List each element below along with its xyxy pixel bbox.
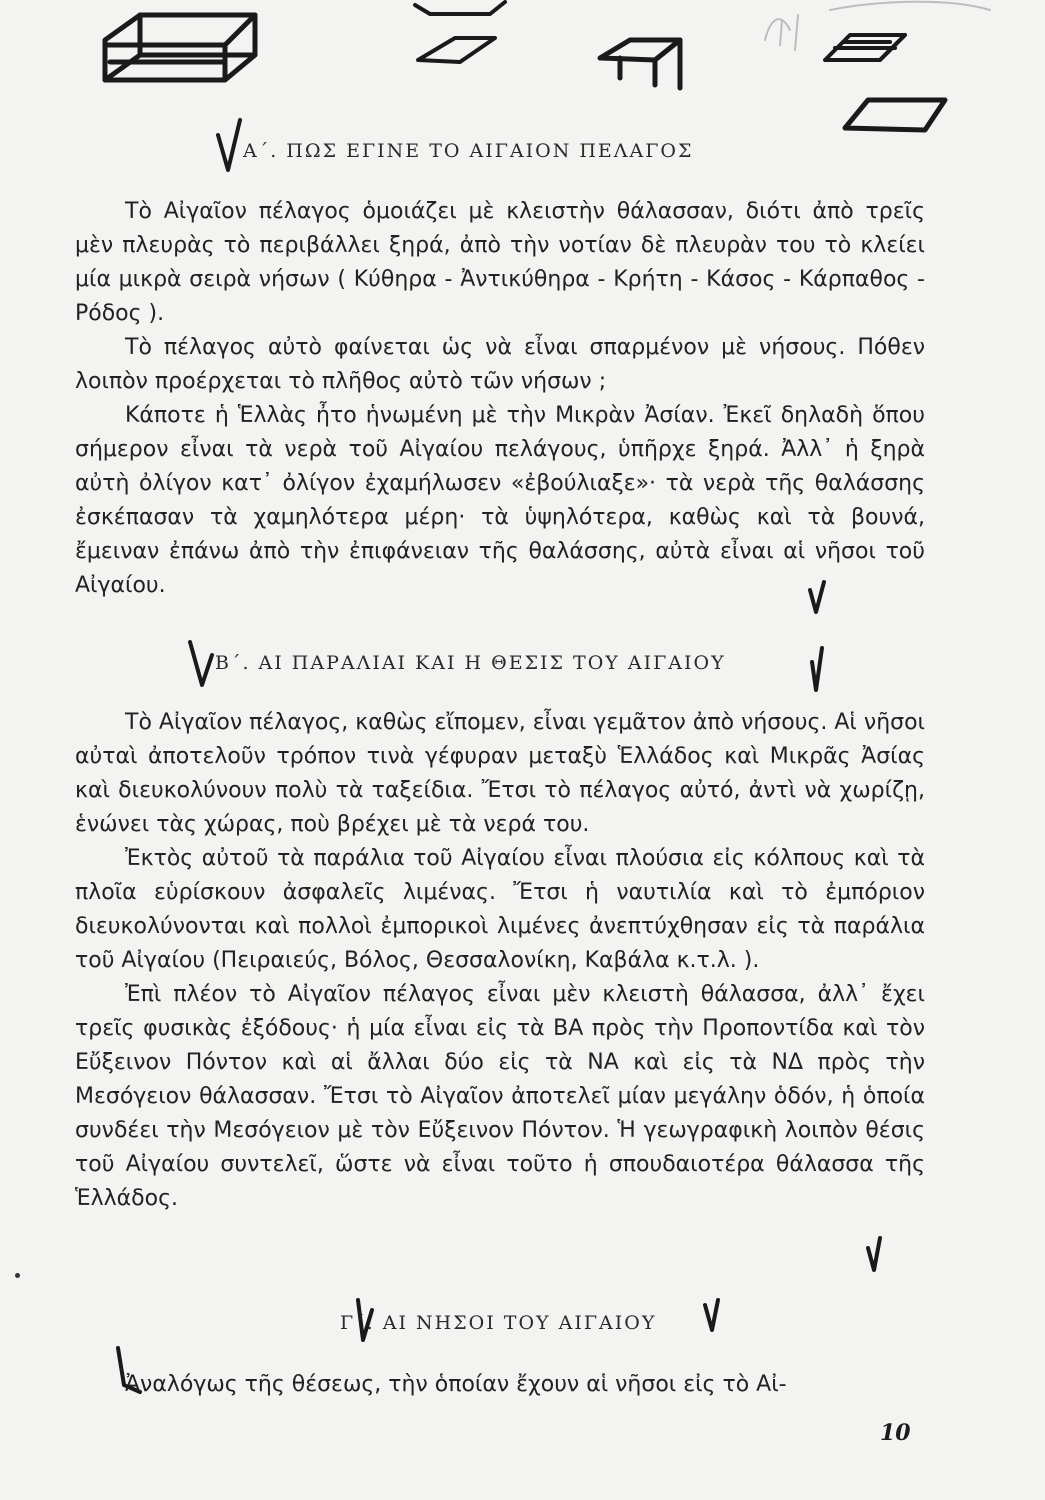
section-a-heading: Α΄. ΠΩΣ ΕΓΙΝΕ ΤΟ ΑΙΓΑΙΟΝ ΠΕΛΑΓΟΣ	[243, 140, 694, 162]
section-b-body	[75, 706, 925, 1216]
section-a-paragraph-3: Κάποτε ἡ Ἑλλὰς ἦτο ἡνωμένη μὲ τὴν Μικρὰν Ἀσίαν. Ἐκεῖ δηλαδὴ ὅπου σήμερον εἶναι τὰ νερὰ τοῦ Αἰγαίου πελάγους, ὑπῆρχε ξηρά. Ἀλλ᾽ ἡ ξηρὰ αὐτὴ ὀλίγον κατ᾽ ὀλίγον ἐχαμήλωσεν «ἐβούλιαξε»· τὰ νερὰ τῆς θαλάσσης ἐσκέπασαν τὰ χαμηλότερα μέρη· τὰ ὑψηλότερα, καθὼς καὶ τὰ βουνά, ἔμειναν ἐπάνω ἀπὸ τὴν ἐπιφάνειαν τῆς θαλάσσης, αὐτὰ εἶναι αἱ νῆσοι τοῦ Αἰγαίου.	[75, 403, 925, 598]
check-mark-b-final	[868, 1238, 880, 1270]
section-c-body	[75, 1368, 925, 1402]
section-a-body	[75, 195, 925, 603]
check-mark-b-end	[812, 648, 822, 690]
section-c-paragraph-1: Ἀναλόγως τῆς θέσεως, τὴν ὁποίαν ἔχουν αἱ νῆσοι εἰς τὸ Αἰ-	[125, 1372, 787, 1397]
section-b-heading: Β΄. ΑΙ ΠΑΡΑΛΙΑΙ ΚΑΙ Η ΘΕΣΙΣ ΤΟΥ ΑΙΓΑΙΟΥ	[215, 652, 726, 674]
stacked-sketch	[825, 35, 905, 60]
section-c-heading: Γ΄. ΑΙ ΝΗΣΟΙ ΤΟΥ ΑΙΓΑΙΟΥ	[340, 1312, 657, 1334]
rectangle-sketch	[845, 100, 945, 130]
box-sketch	[105, 15, 255, 80]
page-number: 10	[880, 1420, 911, 1446]
section-b-paragraph-1: Τὸ Αἰγαῖον πέλαγος, καθὼς εἴπομεν, εἶναι γεμᾶτον ἀπὸ νήσους. Αἱ νῆσοι αὐταὶ ἀποτελοῦν τρόπον τινὰ γέφυραν μεταξὺ Ἑλλάδος καὶ Μικρᾶς Ἀσίας καὶ διευκολύνουν πολὺ τὰ ταξείδια. Ἔτσι τὸ πέλαγος αὐτό, ἀντὶ νὰ χωρίζῃ, ἑνώνει τὰς χώρας, ποὺ βρέχει μὲ τὰ νερά του.	[75, 710, 925, 837]
section-b-paragraph-3: Ἐπὶ πλέον τὸ Αἰγαῖον πέλαγος εἶναι μὲν κλειστὴ θάλασσα, ἀλλ᾽ ἔχει τρεῖς φυσικὰς ἐξόδους· ἡ μία εἶναι εἰς τὰ ΒΑ πρὸς τὴν Προποντίδα καὶ τὸν Εὔξεινον Πόντον καὶ αἱ ἄλλαι δύο εἰς τὰ ΝΑ καὶ εἰς τὰ ΝΔ πρὸς τὴν Μεσόγειον θάλασσαν. Ἔτσι τὸ Αἰγαῖον ἀποτελεῖ μίαν μεγάλην ὁδόν, ἡ ὁποία συνδέει τὴν Μεσόγειον μὲ τὸν Εὔξεινον Πόντον. Ἡ γεωγραφικὴ λοιπὸν θέσις τοῦ Αἰγαίου συντελεῖ, ὥστε νὰ εἶναι τοῦτο ἡ σπουδαιοτέρα θάλασσα τῆς Ἑλλάδος.	[75, 982, 925, 1211]
section-a-paragraph-2: Τὸ πέλαγος αὐτὸ φαίνεται ὡς νὰ εἶναι σπαρμένον μὲ νήσους. Πόθεν λοιπὸν προέρχεται τὸ πλῆθος αὐτὸ τῶν νήσων ;	[75, 335, 925, 394]
check-mark-b	[190, 642, 212, 685]
stray-dot	[15, 1273, 20, 1278]
parallelogram-sketch	[415, 2, 505, 62]
section-b-paragraph-2: Ἐκτὸς αὐτοῦ τὰ παράλια τοῦ Αἰγαίου εἶναι πλούσια εἰς κόλπους καὶ τὰ πλοῖα εὑρίσκουν ἀσφαλεῖς λιμένας. Ἔτσι ἡ ναυτιλία καὶ τὸ ἐμπόριον διευκολύνονται καὶ πολλοὶ ἐμπορικοὶ λιμένες ἀνεπτύχθησαν εἰς τὰ παράλια τοῦ Αἰγαίου (Πειραιεύς, Βόλος, Θεσσαλονίκη, Καβάλα κ.τ.λ. ).	[75, 846, 925, 973]
check-mark-c-end	[705, 1300, 718, 1330]
section-a-paragraph-1: Τὸ Αἰγαῖον πέλαγος ὁμοιάζει μὲ κλειστὴν θάλασσαν, διότι ἀπὸ τρεῖς μὲν πλευρὰς τὸ περιβάλλει ξηρά, ἀπὸ τὴν νοτίαν δὲ πλευρὰν του τὸ κλείει μία μικρὰ σειρὰ νήσων ( Κύθηρα - Ἀντικύθηρα - Κρήτη - Κάσος - Κάρπαθος - Ρόδος ).	[75, 199, 925, 326]
folded-sketch	[600, 40, 680, 88]
